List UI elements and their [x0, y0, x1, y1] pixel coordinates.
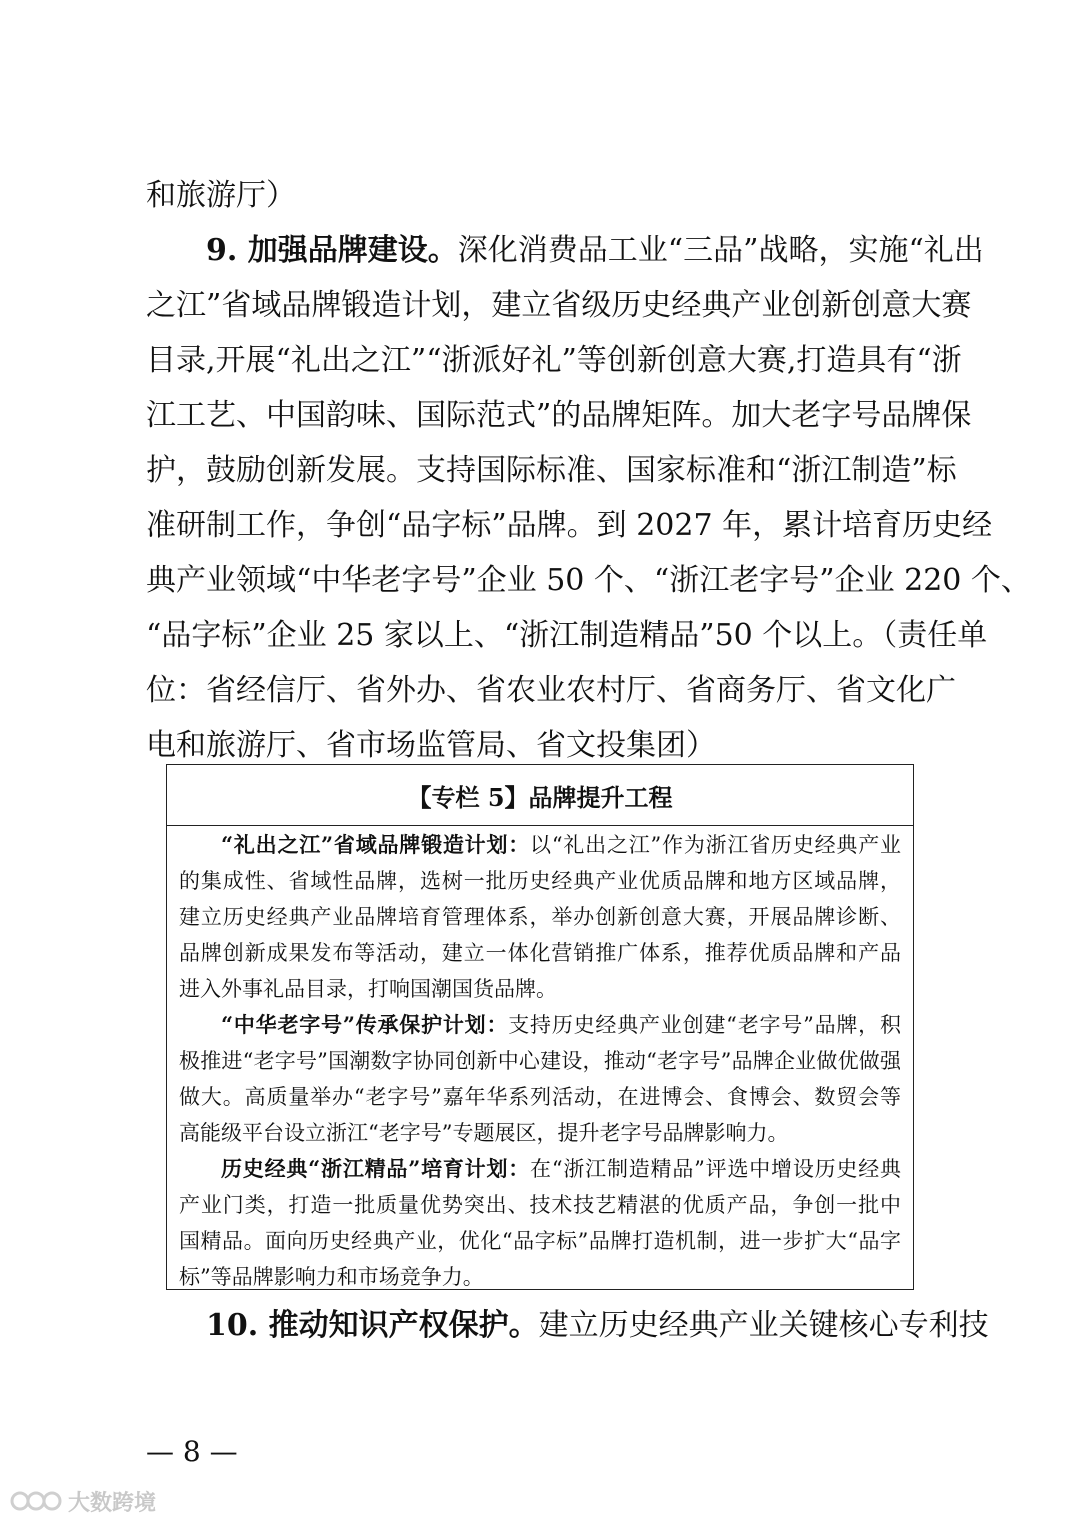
body-line-6: 准研制工作，争创“品字标”品牌。到 2027 年，累计培育历史经	[146, 508, 993, 543]
box-p2-heading: “中华老字号”传承保护计划：	[221, 1012, 509, 1037]
box-title: 【专栏 5】品牌提升工程	[167, 765, 913, 826]
body-line-3: 目录,开展“礼出之江”“浙派好礼”等创新创意大赛,打造具有“浙	[146, 343, 962, 378]
special-column-box	[166, 764, 914, 1290]
body-line-8: “品字标”企业 25 家以上、“浙江制造精品”50 个以上。（责任单	[146, 618, 988, 653]
box-p1-line-4: 进入外事礼品目录，打响国潮国货品牌。	[179, 977, 557, 1001]
box-p1-first-line	[179, 831, 901, 859]
box-p2-line-2: 做大。高质量举办“老字号”嘉年华系列活动，在进博会、食博会、数贸会等	[179, 1085, 901, 1109]
box-p3-first: 在“浙江制造精品”评选中增设历史经典	[530, 1157, 901, 1181]
box-p1-line-2: 建立历史经典产业品牌培育管理体系，举办创新创意大赛，开展品牌诊断、	[179, 905, 901, 929]
item-10-first-line	[146, 1307, 989, 1345]
item-9-first-line	[146, 232, 984, 270]
box-p2-line-1: 极推进“老字号”国潮数字协同创新中心建设，推动“老字号”品牌企业做优做强	[179, 1049, 901, 1073]
dashuo-logo-icon	[10, 1487, 62, 1515]
box-p2-line-3: 高能级平台设立浙江“老字号”专题展区，提升老字号品牌影响力。	[179, 1121, 789, 1145]
body-line-5: 护，鼓励创新发展。支持国际标准、国家标准和“浙江制造”标	[146, 453, 957, 488]
watermark	[10, 1486, 156, 1516]
box-p1-line-3: 品牌创新成果发布等活动，建立一体化营销推广体系，推荐优质品牌和产品	[179, 941, 901, 965]
box-p2-first-line	[179, 1011, 901, 1039]
item-10-rest: 建立历史经典产业关键核心专利技	[538, 1308, 989, 1343]
box-p3-heading: 历史经典“浙江精品”培育计划：	[221, 1156, 531, 1181]
box-p3-line-2: 国精品。面向历史经典产业，优化“品字标”品牌打造机制，进一步扩大“品字	[179, 1229, 901, 1253]
body-line-10: 电和旅游厅、省市场监管局、省文投集团）	[146, 728, 716, 763]
box-p1-heading: “礼出之江”省域品牌锻造计划：	[221, 832, 531, 857]
body-line-7: 典产业领域“中华老字号”企业 50 个、“浙江老字号”企业 220 个、	[146, 563, 1031, 598]
body-line-2: 之江”省域品牌锻造计划，建立省级历史经典产业创新创意大赛	[146, 288, 972, 323]
box-p3-first-line	[179, 1155, 901, 1183]
box-p2-first: 支持历史经典产业创建“老字号”品牌，积	[508, 1013, 901, 1037]
box-p3-line-1: 产业门类，打造一批质量优势突出、技术技艺精湛的优质产品，争创一批中	[179, 1193, 901, 1217]
box-p1-first: 以“礼出之江”作为浙江省历史经典产业	[530, 833, 901, 857]
body-line-4: 江工艺、中国韵味、国际范式”的品牌矩阵。加大老字号品牌保	[146, 398, 972, 433]
body-line-9: 位：省经信厅、省外办、省农业农村厅、省商务厅、省文化广	[146, 673, 956, 708]
page-number: — 8 —	[146, 1435, 238, 1468]
item-9-rest: 深化消费品工业“三品”战略，实施“礼出	[457, 233, 984, 268]
box-p1-line-1: 的集成性、省域性品牌，选树一批历史经典产业优质品牌和地方区域品牌，	[179, 869, 901, 893]
item-10-heading: 10. 推动知识产权保护。	[206, 1308, 539, 1343]
body-line-0: 和旅游厅）	[146, 178, 296, 213]
item-9-heading: 9. 加强品牌建设。	[206, 233, 458, 268]
box-p3-line-3: 标”等品牌影响力和市场竞争力。	[179, 1265, 484, 1289]
watermark-text: 大数跨境	[68, 1490, 157, 1516]
